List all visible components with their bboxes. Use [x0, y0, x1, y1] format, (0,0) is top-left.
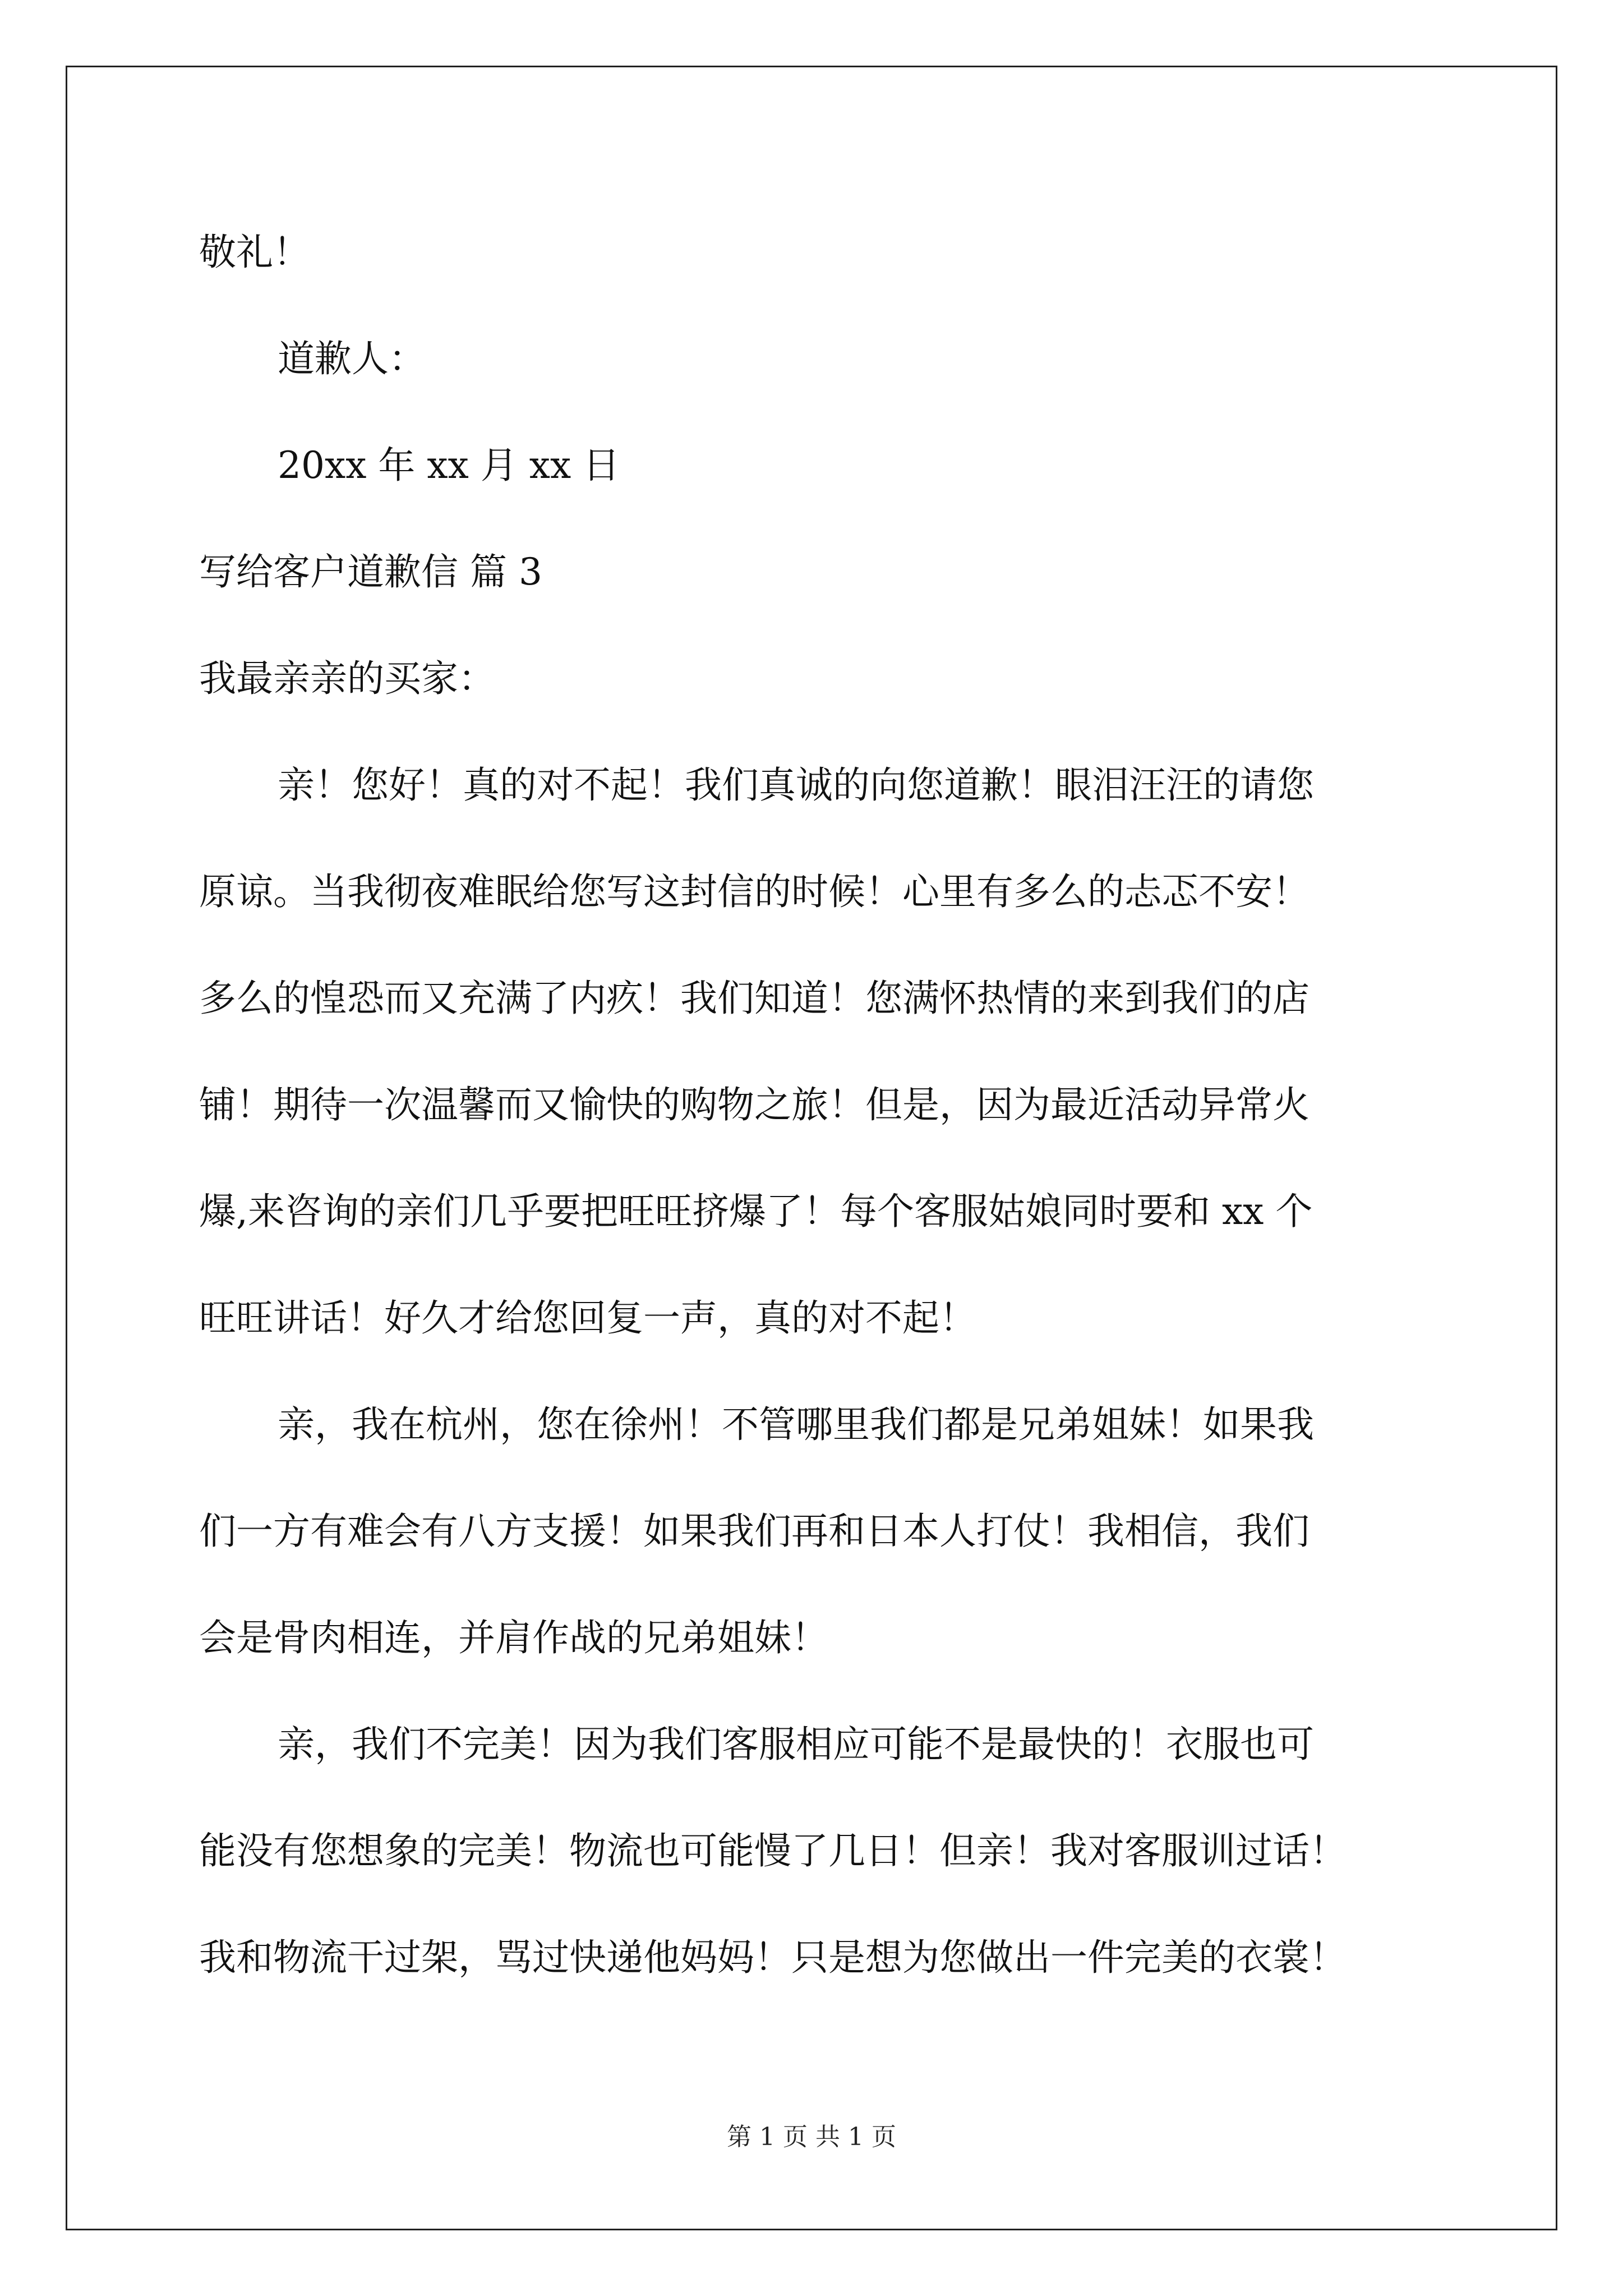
section-title: 写给客户道歉信 篇 3	[199, 550, 542, 593]
page-border	[66, 66, 1557, 2230]
paragraph-line: 旺旺讲话！好久才给您回复一声，真的对不起！	[199, 1296, 976, 1340]
paragraph-line: 亲，我在杭州，您在徐州！不管哪里我们都是兄弟姐妹！如果我	[278, 1403, 1314, 1446]
closing-salute: 敬礼！	[199, 231, 310, 274]
paragraph-line: 亲！您好！真的对不起！我们真诚的向您道歉！眼泪汪汪的请您	[278, 763, 1314, 807]
paragraph-line: 我和物流干过架，骂过快递他妈妈！只是想为您做出一件完美的衣裳！	[199, 1936, 1347, 1979]
paragraph-line: 亲，我们不完美！因为我们客服相应可能不是最快的！衣服也可	[278, 1723, 1314, 1766]
paragraph-line: 原谅。当我彻夜难眠给您写这封信的时候！心里有多么的忐忑不安！	[199, 870, 1310, 913]
letter-date: 20xx 年 xx 月 xx 日	[278, 444, 620, 487]
signer-label: 道歉人：	[278, 337, 426, 380]
greeting: 我最亲亲的买家：	[199, 657, 495, 700]
paragraph-line: 们一方有难会有八方支援！如果我们再和日本人打仗！我相信，我们	[199, 1510, 1310, 1553]
paragraph-line: 能没有您想象的完美！物流也可能慢了几日！但亲！我对客服训过话！	[199, 1829, 1347, 1872]
paragraph-line: 铺！期待一次温馨而又愉快的购物之旅！但是，因为最近活动异常火	[199, 1083, 1310, 1126]
page-footer: 第 1 页 共 1 页	[727, 2123, 896, 2151]
paragraph-line: 会是骨肉相连，并肩作战的兄弟姐妹！	[199, 1616, 828, 1659]
paragraph-line: 爆,来咨询的亲们几乎要把旺旺挤爆了！每个客服姑娘同时要和 xx 个	[199, 1190, 1313, 1233]
paragraph-line: 多么的惶恐而又充满了内疚！我们知道！您满怀热情的来到我们的店	[199, 977, 1310, 1020]
